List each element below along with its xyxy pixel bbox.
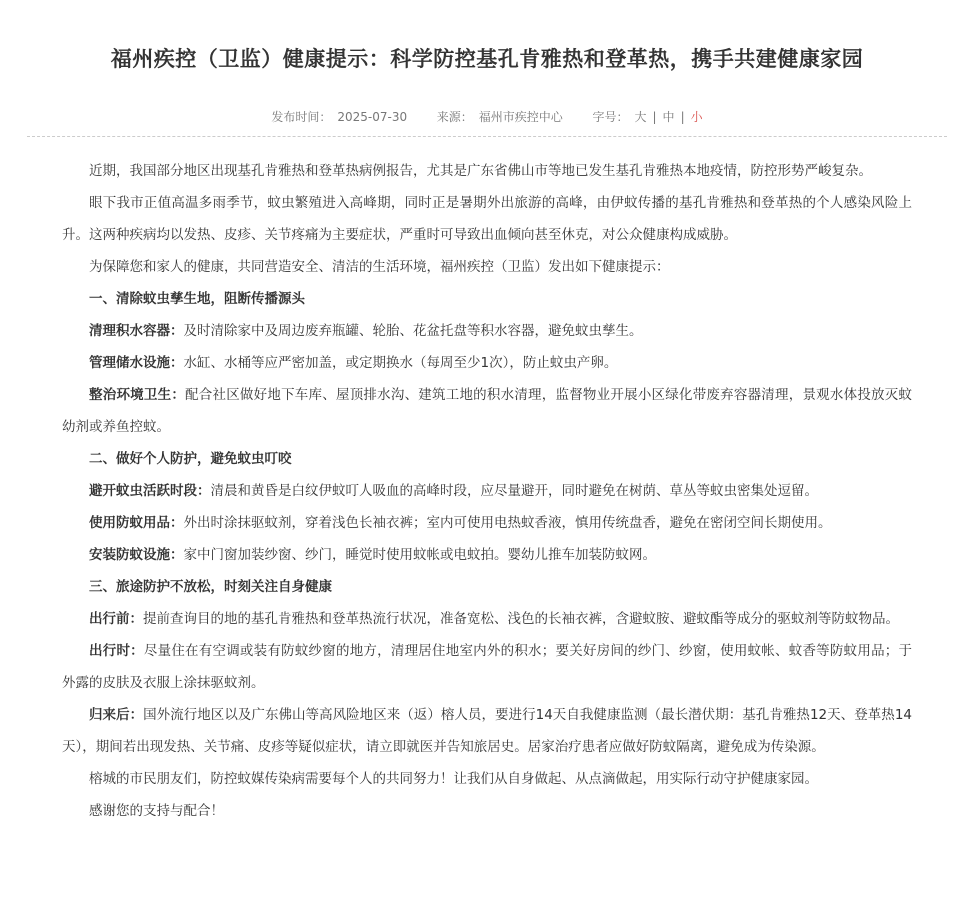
paragraph: 眼下我市正值高温多雨季节，蚊虫繁殖进入高峰期，同时正是暑期外出旅游的高峰，由伊蚊传播的基孔肯雅热和登革热的个人感染风险上升。这两种疾病均以发热、皮疹、关节疼痛为主要症状，严重时可导致出血倾向甚至休克，对公众健康构成威胁。 — [62, 195, 912, 243]
item-text: 家中门窗加装纱窗、纱门，睡觉时使用蚊帐或电蚊拍。婴幼儿推车加装防蚊网。 — [183, 547, 656, 563]
publish-date: 2025-07-30 — [337, 110, 408, 124]
paragraph: 近期，我国部分地区出现基孔肯雅热和登革热病例报告，尤其是广东省佛山市等地已发生基孔肯雅热本地疫情，防控形势严峻复杂。 — [89, 163, 872, 179]
item-text: 尽量住在有空调或装有防蚊纱窗的地方，清理居住地室内外的积水；要关好房间的纱门、纱窗，使用蚊帐、蚊香等防蚊用品；于外露的皮肤及衣服上涂抹驱蚊剂。 — [62, 643, 913, 691]
item-text: 国外流行地区以及广东佛山等高风险地区来（返）榕人员，要进行14天自我健康监测（最长潜伏期：基孔肯雅热12天、登革热14天），期间若出现发热、关节痛、皮疹等疑似症状，请立即就医并告知旅居史。居家治疗患者应做好防蚊隔离，避免成为传染源。 — [62, 707, 912, 755]
publish-date-label: 发布时间： — [271, 110, 332, 124]
font-size-label: 字号： — [592, 110, 629, 124]
paragraph — [62, 635, 912, 699]
item-text: 外出时涂抹驱蚊剂，穿着浅色长袖衣裤；室内可使用电热蚊香液，慎用传统盘香，避免在密闭空间长期使用。 — [183, 515, 832, 531]
article-body — [62, 155, 912, 827]
paragraph — [62, 347, 912, 379]
paragraph: 榕城的市民朋友们，防控蚊媒传染病需要每个人的共同努力！让我们从自身做起、从点滴做起，用实际行动守护健康家园。 — [89, 771, 818, 787]
paragraph — [62, 539, 912, 571]
item-label: 使用防蚊用品： — [89, 515, 184, 531]
item-label: 清理积水容器： — [89, 323, 184, 339]
meta-divider — [27, 136, 947, 137]
item-label: 出行前： — [89, 611, 143, 627]
item-label: 出行时： — [89, 643, 144, 659]
section-heading: 三、旅途防护不放松，时刻关注自身健康 — [89, 579, 332, 595]
item-text: 水缸、水桶等应严密加盖，或定期换水（每周至少1次），防止蚊虫产卵。 — [183, 355, 618, 371]
paragraph — [62, 699, 912, 763]
separator: | — [680, 110, 685, 124]
separator: | — [652, 110, 657, 124]
item-label: 避开蚊虫活跃时段： — [89, 483, 211, 499]
paragraph — [62, 603, 912, 635]
paragraph — [62, 379, 912, 443]
font-size-small-link[interactable]: 小 — [690, 110, 703, 124]
font-size-large-link[interactable]: 大 — [634, 110, 647, 124]
section-heading: 一、清除蚊虫孳生地，阻断传播源头 — [89, 291, 305, 307]
paragraph: 为保障您和家人的健康，共同营造安全、清洁的生活环境，福州疾控（卫监）发出如下健康提示： — [89, 259, 670, 275]
article-meta — [42, 108, 932, 126]
section-heading: 二、做好个人防护，避免蚊虫叮咬 — [89, 451, 292, 467]
article-container — [42, 0, 932, 126]
source-label: 来源： — [436, 110, 473, 124]
page-title: 福州疾控（卫监）健康提示：科学防控基孔肯雅热和登革热，携手共建健康家园 — [110, 47, 864, 71]
source-value: 福州市疾控中心 — [478, 110, 563, 124]
paragraph — [62, 315, 912, 347]
item-text: 及时清除家中及周边废弃瓶罐、轮胎、花盆托盘等积水容器，避免蚊虫孳生。 — [183, 323, 643, 339]
item-label: 归来后： — [89, 707, 144, 723]
font-size-medium-link[interactable]: 中 — [662, 110, 675, 124]
item-label: 安装防蚊设施： — [89, 547, 184, 563]
item-text: 提前查询目的地的基孔肯雅热和登革热流行状况，准备宽松、浅色的长袖衣裤，含避蚊胺、避蚊酯等成分的驱蚊剂等防蚊物品。 — [143, 611, 899, 627]
item-text: 配合社区做好地下车库、屋顶排水沟、建筑工地的积水清理，监督物业开展小区绿化带废弃容器清理，景观水体投放灭蚊幼剂或养鱼控蚊。 — [62, 387, 913, 435]
item-label: 整治环境卫生： — [89, 387, 186, 403]
paragraph — [62, 475, 912, 507]
paragraph: 感谢您的支持与配合！ — [89, 803, 224, 819]
item-label: 管理储水设施： — [89, 355, 184, 371]
item-text: 清晨和黄昏是白纹伊蚊叮人吸血的高峰时段，应尽量避开，同时避免在树荫、草丛等蚊虫密集处逗留。 — [210, 483, 818, 499]
paragraph — [62, 507, 912, 539]
